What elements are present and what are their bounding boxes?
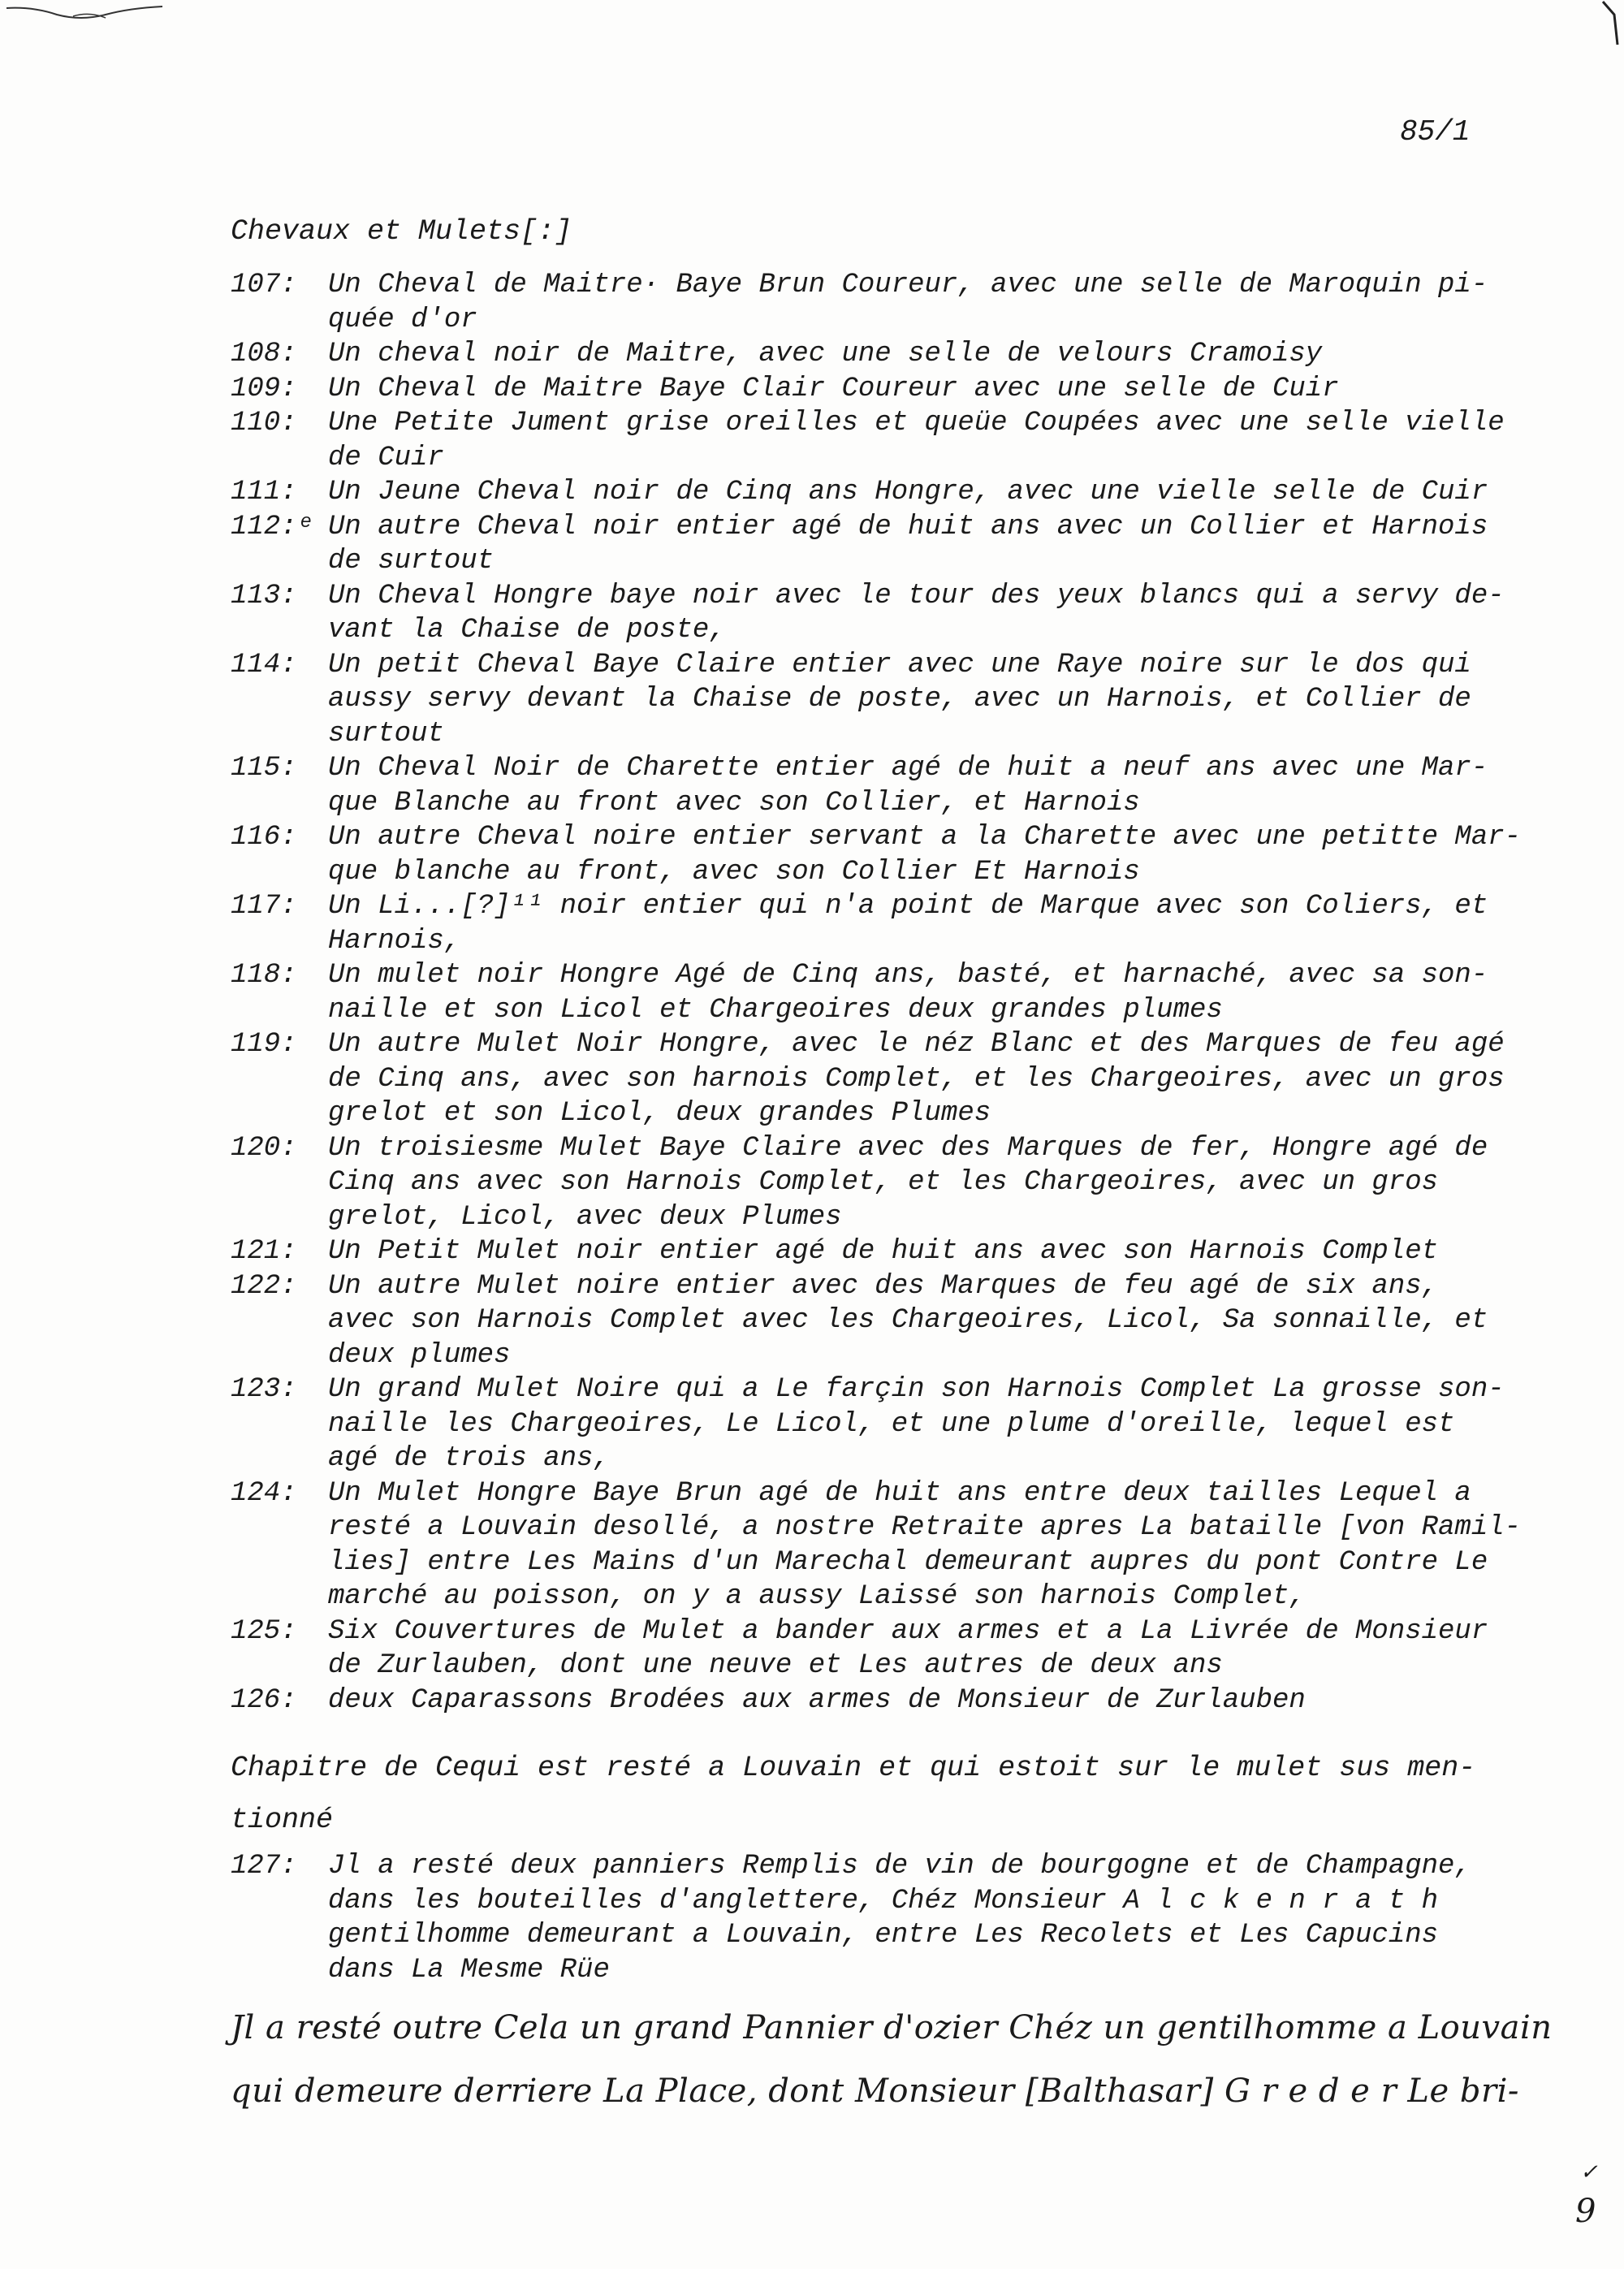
- entry-line: Six Couvertures de Mulet a bander aux armes et a La Livrée de Monsieur: [328, 1615, 1488, 1647]
- entry-text: [328, 510, 1497, 579]
- entry-line: naille les Chargeoires, Le Licol, et une plume d'oreille, lequel est: [328, 1408, 1455, 1440]
- entry-number: 108:: [231, 339, 297, 370]
- entry-text: [328, 579, 1505, 648]
- entry-line: avec son Harnois Complet avec les Chargeoires, Licol, Sa sonnaille, et: [328, 1305, 1488, 1336]
- entry-line: dans La Mesme Rüe: [328, 1954, 610, 1986]
- inventory-entry: [231, 751, 1497, 820]
- entry-line: grelot et son Licol, deux grandes Plumes: [328, 1098, 991, 1129]
- entry-text: [328, 1131, 1497, 1235]
- inventory-entry: [231, 1614, 1497, 1683]
- page-mark: 9: [1575, 2193, 1596, 2230]
- scan-edge-mark: [1600, 0, 1624, 49]
- entry-line: Un Cheval Hongre baye noir avec le tour des yeux blancs qui a servy de-: [328, 580, 1505, 612]
- entry-number: 117:: [231, 891, 297, 922]
- inventory-entry: [231, 1269, 1497, 1373]
- entry-number: 124:: [231, 1477, 297, 1509]
- entry-text: [328, 751, 1497, 820]
- entry-text: [328, 1849, 1497, 1987]
- entry-line: Un autre Cheval noire entier servant a la Charette avec une petitte Mar-: [328, 822, 1522, 853]
- inventory-entry: [231, 958, 1497, 1027]
- entry-line: que Blanche au front avec son Collier, et Harnois: [328, 787, 1140, 819]
- entry-line: dans les bouteilles d'anglettere, Chéz Monsieur A l c k e n r a t h: [328, 1885, 1439, 1917]
- entry-line: Cinq ans avec son Harnois Complet, et les Chargeoires, avec un gros: [328, 1167, 1439, 1198]
- entry-number: 127:: [231, 1851, 297, 1882]
- chapitre-line: Chapitre de Cequi est resté a Louvain et qui estoit sur le mulet sus men-: [231, 1752, 1476, 1784]
- entry-line: Un Cheval de Maitre Baye Clair Coureur avec une selle de Cuir: [328, 373, 1339, 404]
- inventory-entry: [231, 1683, 1497, 1718]
- entry-line: Un autre Mulet noire entier avec des Marques de feu agé de six ans,: [328, 1270, 1439, 1302]
- entry-line: Un troisiesme Mulet Baye Claire avec des Marques de fer, Hongre agé de: [328, 1132, 1488, 1164]
- entry-text: [328, 1372, 1505, 1476]
- entry-line: lies] entre Les Mains d'un Marechal demeurant aupres du pont Contre Le: [328, 1546, 1488, 1578]
- entry-number: 110:: [231, 408, 297, 439]
- inventory-entry: [231, 337, 1497, 372]
- entry-line: quée d'or: [328, 304, 477, 335]
- handwritten-line: Jl a resté outre Cela un grand Pannier d'ozier Chéz un gentilhomme a Louvain: [231, 2009, 1553, 2046]
- entry-line: Un grand Mulet Noire qui a Le farçin son Harnois Complet La grosse son-: [328, 1374, 1505, 1405]
- entry-line: de Cuir: [328, 442, 444, 473]
- chapitre-heading: [231, 1742, 1475, 1846]
- entry-text: [328, 1269, 1497, 1373]
- entry-line: Harnois,: [328, 925, 461, 957]
- scan-corner-mark: [0, 0, 179, 32]
- entry-number: 125:: [231, 1615, 297, 1647]
- entry-text: [328, 268, 1497, 337]
- inventory-entry: [231, 889, 1497, 958]
- entry-text: [328, 337, 1497, 372]
- inventory-entry: [231, 1234, 1497, 1269]
- entry-number: 113:: [231, 580, 297, 612]
- inventory-entry: [231, 406, 1505, 475]
- entry-line: de Zurlauben, dont une neuve et Les autres de deux ans: [328, 1650, 1223, 1681]
- inventory-entry: [231, 1131, 1497, 1235]
- entry-text: [328, 475, 1497, 510]
- entry-number: 120:: [231, 1132, 297, 1164]
- inventory-entry: [231, 579, 1505, 648]
- entry-text: [328, 648, 1497, 752]
- entry-line: Un autre Mulet Noir Hongre, avec le néz Blanc et des Marques de feu agé: [328, 1029, 1505, 1060]
- entry-number: 118:: [231, 960, 297, 991]
- inventory-entry: [231, 1372, 1505, 1476]
- entry-number: 111:: [231, 477, 297, 508]
- entry-line: Jl a resté deux panniers Remplis de vin de bourgogne et de Champagne,: [328, 1851, 1471, 1882]
- entry-number: 121:: [231, 1236, 297, 1267]
- entry-text: [328, 1683, 1497, 1718]
- entry-line: gentilhomme demeurant a Louvain, entre Les Recolets et Les Capucins: [328, 1920, 1439, 1951]
- entry-text: [328, 406, 1505, 475]
- handwritten-line: qui demeure derriere La Place, dont Monsieur [Balthasar] G r e d e r Le bri-: [231, 2072, 1519, 2110]
- entry-line: agé de trois ans,: [328, 1443, 610, 1474]
- entry-number: 116:: [231, 822, 297, 853]
- entry-line: Un Cheval de Maitre· Baye Brun Coureur, avec une selle de Maroquin pi-: [328, 270, 1488, 300]
- inventory-entry: [231, 820, 1522, 889]
- inventory-entry: [231, 475, 1497, 510]
- entry-number: 114:: [231, 649, 297, 681]
- page-number: 85/1: [1400, 115, 1471, 149]
- chapitre-line: tionné: [231, 1804, 334, 1836]
- section-title: Chevaux et Mulets[:]: [231, 215, 572, 248]
- entry-number: 119:: [231, 1029, 297, 1060]
- inventory-entry: [231, 1027, 1505, 1131]
- entry-text: [328, 1614, 1497, 1683]
- entry-line: Un petit Cheval Baye Claire entier avec une Raye noire sur le dos qui: [328, 649, 1471, 681]
- entry-line: de Cinq ans, avec son harnois Complet, et les Chargeoires, avec un gros: [328, 1063, 1505, 1095]
- handwritten-text: [231, 1996, 1553, 2123]
- entry-line: grelot, Licol, avec deux Plumes: [328, 1201, 842, 1233]
- entry-line: Un Cheval Noir de Charette entier agé de huit a neuf ans avec une Mar-: [328, 753, 1488, 784]
- entry-text: [328, 820, 1522, 889]
- entry-text: [328, 1234, 1497, 1269]
- entry-number: 109:: [231, 373, 297, 404]
- entry-number: 126:: [231, 1684, 297, 1716]
- entry-line: vant la Chaise de poste,: [328, 615, 726, 646]
- entry-line: que blanche au front, avec son Collier Et Harnois: [328, 856, 1140, 888]
- entry-line: marché au poisson, on y a aussy Laissé son harnois Complet,: [328, 1581, 1306, 1612]
- entry-text: [328, 372, 1497, 407]
- entry-line: Un mulet noir Hongre Agé de Cinq ans, basté, et harnaché, avec sa son-: [328, 960, 1488, 991]
- entry-number: 107:: [231, 270, 297, 300]
- entry-line: Un cheval noir de Maitre, avec une selle de velours Cramoisy: [328, 339, 1323, 370]
- entry-line: naille et son Licol et Chargeoires deux grandes plumes: [328, 994, 1223, 1026]
- entry-line: resté a Louvain desollé, a nostre Retraite apres La bataille [von Ramil-: [328, 1512, 1522, 1543]
- entry-line: de surtout: [328, 546, 495, 577]
- inventory-entry: [231, 1476, 1522, 1614]
- entry-line: Une Petite Jument grise oreilles et queüe Coupées avec une selle vielle: [328, 408, 1505, 439]
- entry-number: 115:: [231, 753, 297, 784]
- entry-line: surtout: [328, 718, 444, 750]
- entry-line: aussy servy devant la Chaise de poste, avec un Harnois, et Collier de: [328, 684, 1471, 715]
- entry-text: [328, 1476, 1522, 1614]
- entry-number: 122:: [231, 1270, 297, 1302]
- entry-number: 112:ᵉ: [231, 511, 314, 542]
- entry-line: Un Mulet Hongre Baye Brun agé de huit ans entre deux tailles Lequel a: [328, 1477, 1471, 1509]
- entry-line: Un Petit Mulet noir entier agé de huit ans avec son Harnois Complet: [328, 1236, 1439, 1267]
- inventory-entry: [231, 510, 1497, 579]
- inventory-entry: [231, 372, 1497, 407]
- entry-line: Un Li...[?]¹¹ noir entier qui n'a point de Marque avec son Coliers, et: [328, 891, 1488, 922]
- entry-number: 123:: [231, 1374, 297, 1405]
- entry-line: Un autre Cheval noir entier agé de huit ans avec un Collier et Harnois: [328, 511, 1488, 542]
- check-mark: ✓: [1580, 2161, 1598, 2185]
- entry-line: Un Jeune Cheval noir de Cinq ans Hongre, avec une vielle selle de Cuir: [328, 477, 1488, 508]
- entry-text: [328, 958, 1497, 1027]
- entry-line: deux Caparassons Brodées aux armes de Monsieur de Zurlauben: [328, 1684, 1306, 1716]
- entry-line: deux plumes: [328, 1339, 511, 1371]
- entry-127: [231, 1849, 1497, 1987]
- entry-list: [231, 268, 1522, 1718]
- entry-text: [328, 1027, 1505, 1131]
- inventory-entry: [231, 648, 1497, 752]
- entry-text: [328, 889, 1497, 958]
- inventory-entry: [231, 268, 1497, 337]
